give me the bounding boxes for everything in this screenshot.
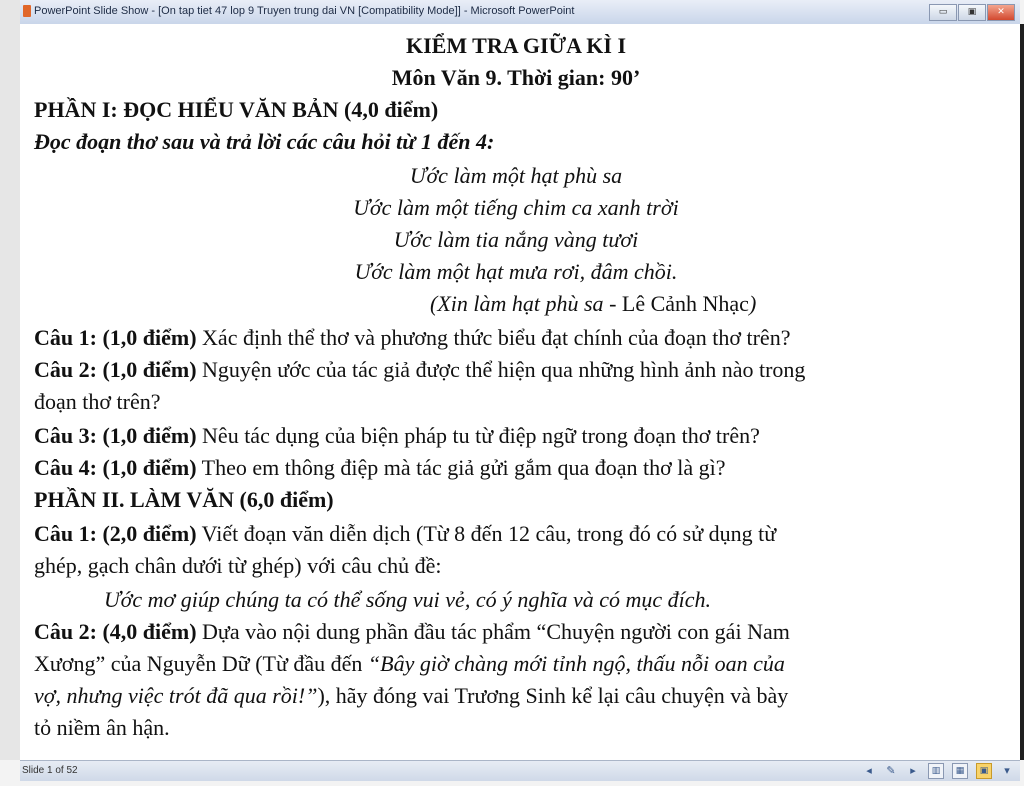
poem-line: Ước làm một tiếng chim ca xanh trời: [353, 195, 679, 220]
normal-view-icon[interactable]: ▥: [928, 763, 944, 779]
title-bar: [20, 0, 1020, 25]
writing-question-1-continued: ghép, gạch chân dưới từ ghép) với câu chủ đề:: [34, 553, 442, 578]
slide-counter: Slide 1 of 52: [22, 765, 78, 776]
writing-question-2-line4: tỏ niềm ân hận.: [34, 715, 170, 740]
right-edge: [1020, 24, 1024, 760]
left-edge: [0, 0, 20, 760]
status-controls: [862, 763, 1014, 779]
quote-text: “Bây giờ chàng mới tỉnh ngộ, thấu nỗi oan của: [367, 651, 785, 676]
question-label: Câu 4: (1,0 điểm): [34, 455, 197, 480]
window-title: PowerPoint Slide Show - [On tap tiet 47 lop 9 Truyen trung dai VN [Compatibility Mode]] - Microsoft PowerPoint: [34, 5, 575, 17]
poem-source-close: ): [748, 291, 757, 316]
slide-canvas[interactable]: [20, 24, 1020, 760]
slide-heading: KIỂM TRA GIỮA KÌ I: [405, 33, 627, 58]
question-label: Câu 1: (1,0 điểm): [34, 325, 197, 350]
powerpoint-icon: [23, 5, 31, 17]
question-2-continued: đoạn thơ trên?: [34, 389, 161, 414]
poem-source-title: (Xin làm hạt phù sa: [430, 291, 604, 316]
question-text: Dựa vào nội dung phần đầu tác phẩm “Chuyện người con gái Nam: [196, 619, 790, 644]
question-1: [34, 322, 998, 353]
question-3: [34, 420, 998, 451]
prev-arrow-icon[interactable]: ◂: [866, 764, 872, 777]
writing-question-2: [34, 616, 998, 647]
pen-icon[interactable]: ✎: [886, 764, 896, 777]
part1-title: PHẦN I: ĐỌC HIỂU VĂN BẢN (4,0 điểm): [34, 97, 439, 122]
question-text: Xương” của Nguyễn Dữ (Từ đầu đến: [34, 651, 368, 676]
question-label: Câu 2: (4,0 điểm): [34, 619, 197, 644]
close-button[interactable]: ✕: [987, 4, 1015, 21]
writing-question-2-line2: [34, 648, 998, 679]
status-bar: [20, 760, 1020, 781]
poem-line: Ước làm một hạt phù sa: [409, 163, 623, 188]
question-label: Câu 2: (1,0 điểm): [34, 357, 197, 382]
topic-sentence: Ước mơ giúp chúng ta có thể sống vui vẻ, có ý nghĩa và có mục đích.: [104, 587, 712, 612]
window-controls: [929, 4, 1015, 21]
question-label: Câu 3: (1,0 điểm): [34, 423, 197, 448]
question-text: Xác định thể thơ và phương thức biểu đạt chính của đoạn thơ trên?: [196, 325, 791, 350]
menu-icon[interactable]: ▾: [1004, 764, 1010, 777]
poem-line: Ước làm tia nắng vàng tươi: [393, 227, 639, 252]
poem-author: - Lê Cảnh Nhạc: [603, 291, 749, 316]
question-4: [34, 452, 998, 483]
next-arrow-icon[interactable]: ▸: [910, 764, 916, 777]
poem-source: [430, 288, 998, 319]
slide-subheading: Môn Văn 9. Thời gian: 90’: [391, 65, 641, 90]
minimize-button[interactable]: ▭: [929, 4, 957, 21]
question-label: Câu 1: (2,0 điểm): [34, 521, 197, 546]
part2-title: PHẦN II. LÀM VĂN (6,0 điểm): [34, 487, 334, 512]
slideshow-icon[interactable]: ▣: [976, 763, 992, 779]
question-text: Nêu tác dụng của biện pháp tu từ điệp ngữ trong đoạn thơ trên?: [196, 423, 760, 448]
question-text: Viết đoạn văn diễn dịch (Từ 8 đến 12 câu, trong đó có sử dụng từ: [196, 521, 777, 546]
poem-line: Ước làm một hạt mưa rơi, đâm chồi.: [354, 259, 678, 284]
question-2: [34, 354, 998, 385]
part1-instruction: Đọc đoạn thơ sau và trả lời các câu hỏi từ 1 đến 4:: [34, 129, 495, 154]
question-text: ), hãy đóng vai Trương Sinh kể lại câu chuyện và bày: [317, 683, 789, 708]
question-text: Nguyện ước của tác giả được thể hiện qua những hình ảnh nào trong: [196, 357, 806, 382]
question-text: Theo em thông điệp mà tác giả gửi gắm qua đoạn thơ là gì?: [196, 455, 726, 480]
quote-text: vợ, nhưng việc trót đã qua rồi!”: [34, 683, 318, 708]
slide-sorter-icon[interactable]: ▦: [952, 763, 968, 779]
writing-question-1: [34, 518, 998, 549]
writing-question-2-line3: [34, 680, 998, 711]
maximize-button[interactable]: ▣: [958, 4, 986, 21]
